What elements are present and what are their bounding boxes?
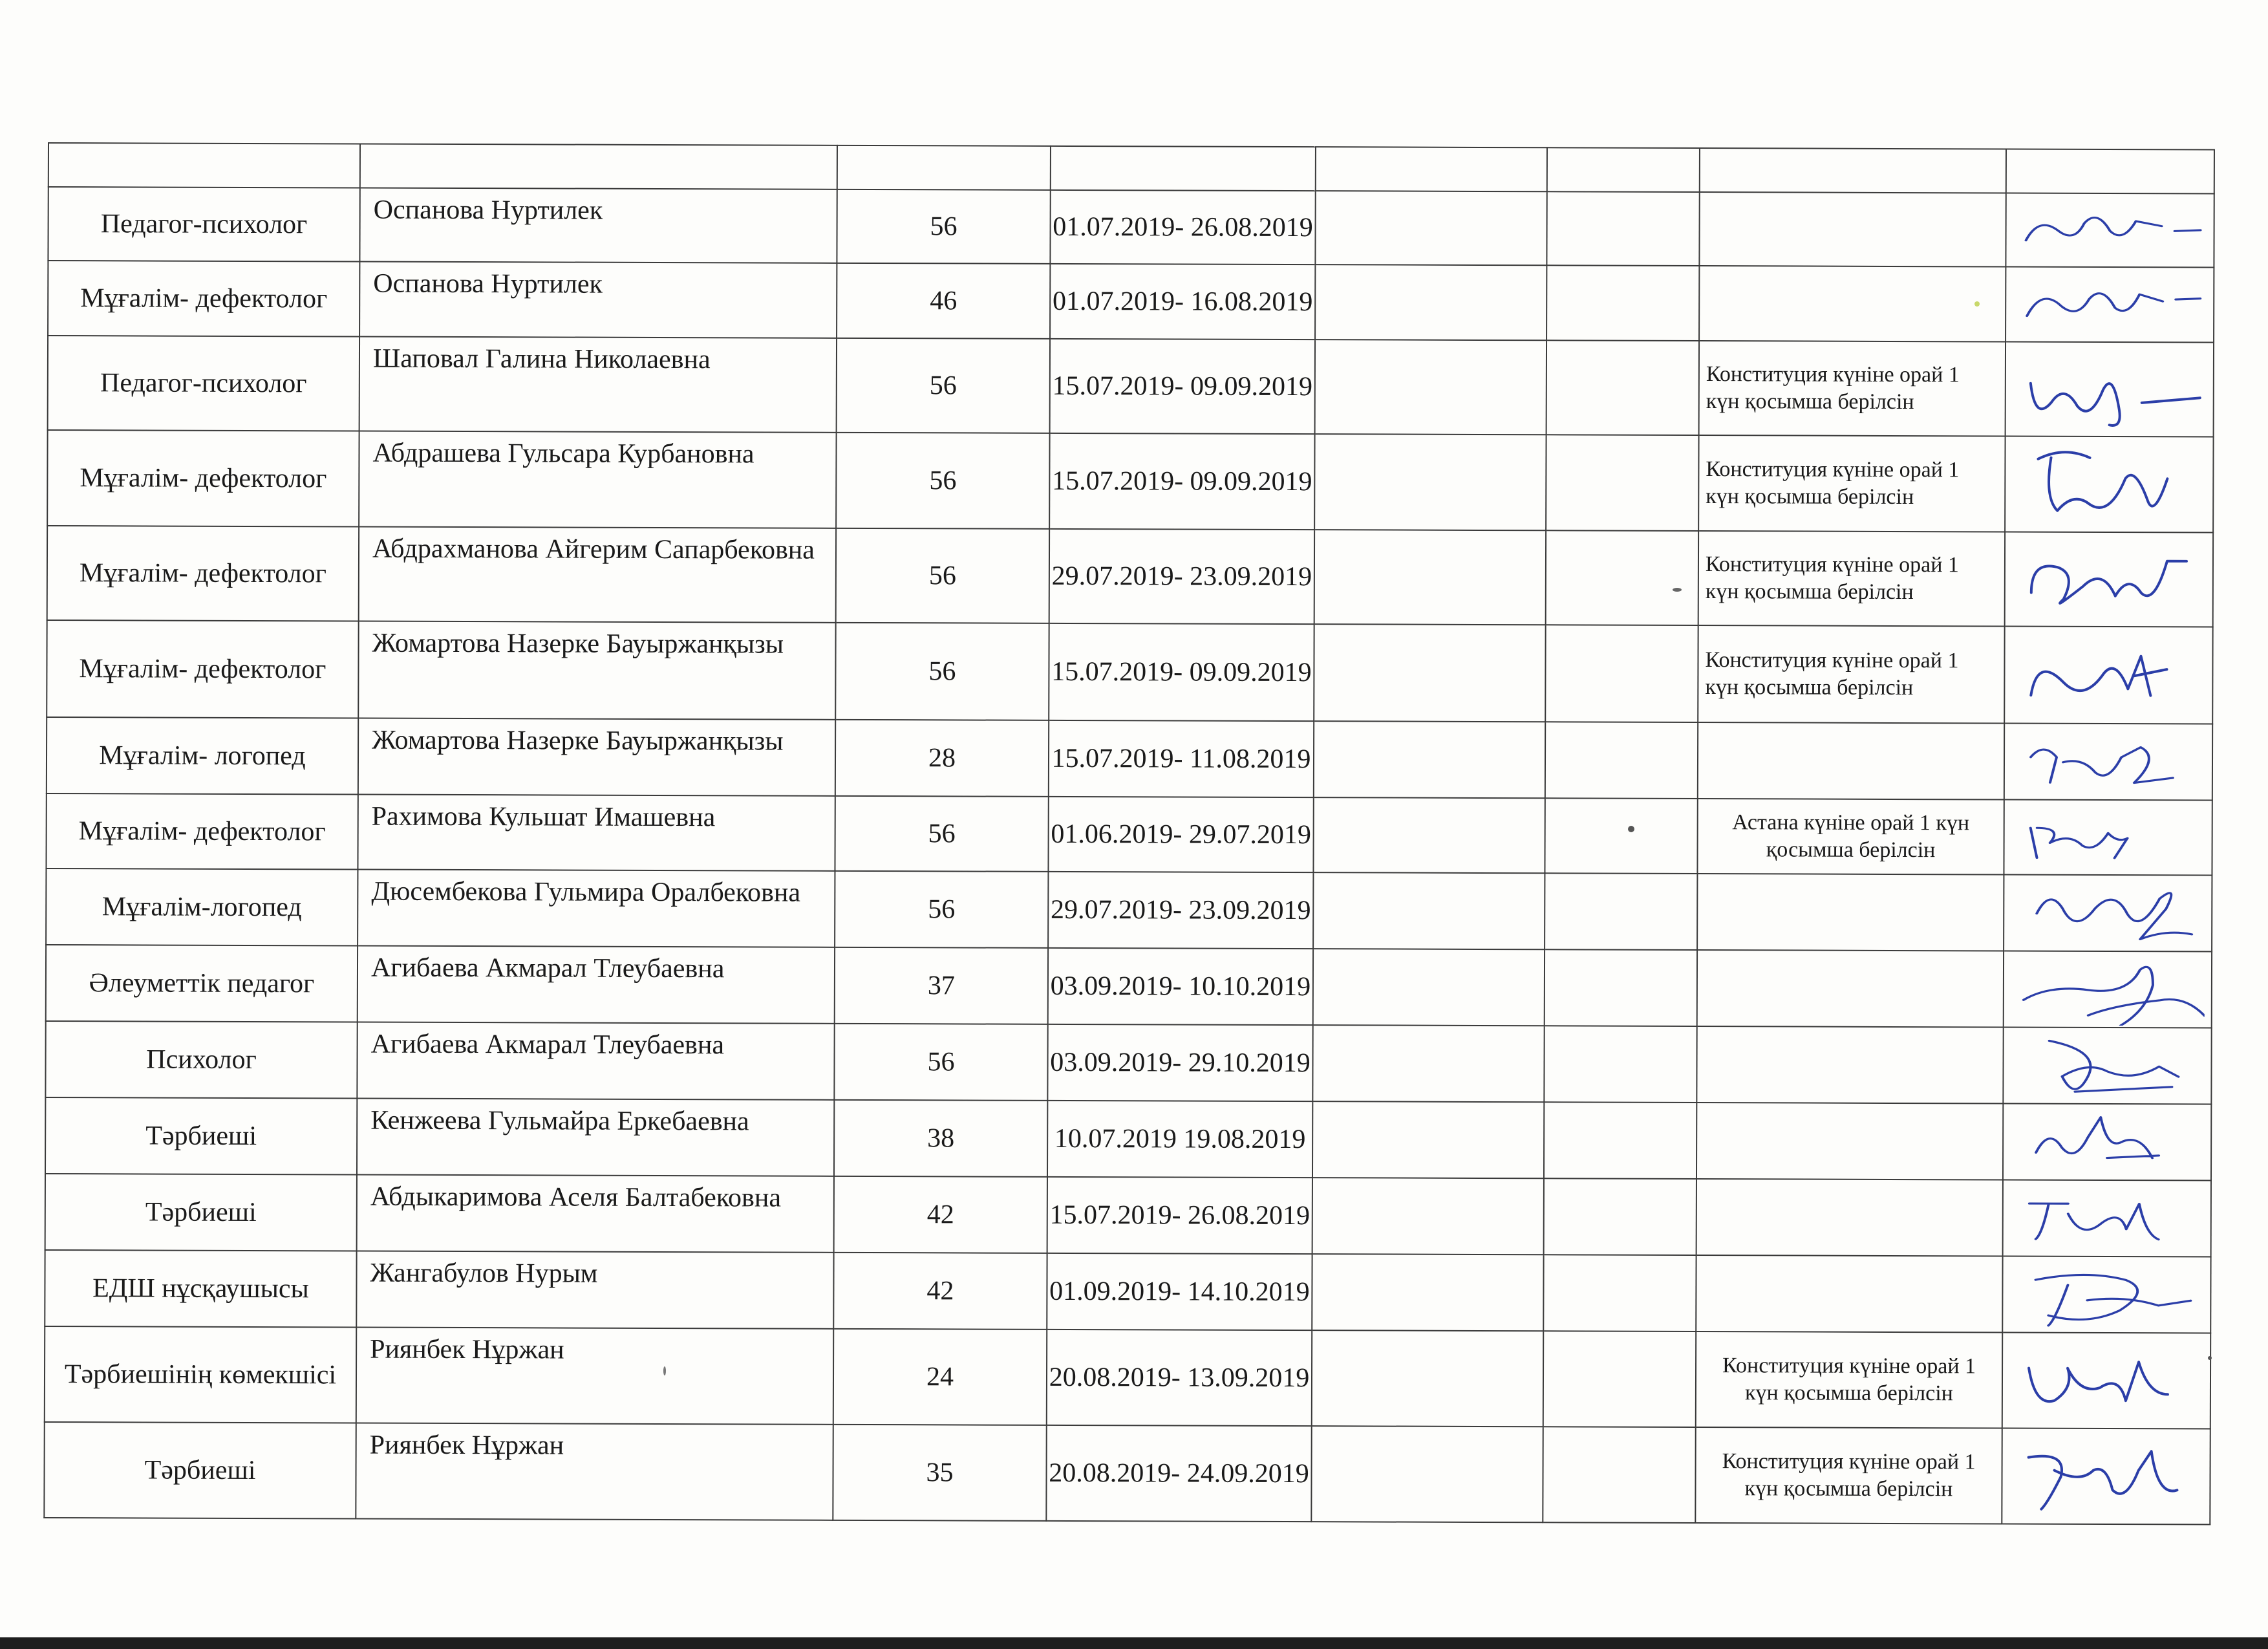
vacation-days-cell: 38	[834, 1100, 1047, 1177]
vacation-period-cell: 15.07.2019- 09.09.2019	[1050, 339, 1315, 434]
employee-name-cell: Оспанова Нуртилек	[359, 262, 837, 338]
vacation-period-cell: 15.07.2019- 09.09.2019	[1049, 433, 1314, 530]
employee-name-cell: Дюсембекова Гульмира Оралбековна	[358, 870, 835, 947]
vacation-period-cell: 15.07.2019- 26.08.2019	[1047, 1177, 1312, 1254]
employee-name-cell: Кенжеева Гульмайра Еркебаевна	[357, 1099, 834, 1176]
employee-name-cell: Агибаева Акмарал Тлеубаевна	[357, 1022, 834, 1100]
vacation-period-cell: 29.07.2019- 23.09.2019	[1048, 872, 1313, 949]
note-cell: Конституция күніне орай 1 күн қосымша берілсін	[1698, 531, 2005, 626]
employee-name-cell: Абдыкаримова Аселя Балтабековна	[357, 1175, 834, 1253]
speck	[2208, 1356, 2212, 1360]
employee-name-cell: Жомартова Назерке Бауыржанқызы	[358, 718, 835, 796]
note-cell: Астана күніне орай 1 күн қосымша берілсін	[1697, 799, 2004, 874]
vacation-days-cell: 56	[837, 189, 1050, 264]
position-cell: Мұғалім- дефектолог	[47, 526, 359, 621]
note-cell: Конституция күніне орай 1 күн қосымша берілсін	[1698, 625, 2004, 723]
vacation-days-cell: 56	[834, 1024, 1047, 1101]
note-cell: Конституция күніне орай 1 күн қосымша берілсін	[1699, 341, 2006, 436]
position-cell: Тәрбиеші	[45, 1097, 357, 1175]
position-cell: Мұғалім- дефектолог	[47, 430, 359, 527]
employee-name-cell: Жангабулов Нурым	[356, 1251, 833, 1329]
vacation-days-cell: 56	[835, 871, 1048, 948]
vacation-days-cell: 56	[837, 338, 1050, 433]
vacation-period-cell: 29.07.2019- 23.09.2019	[1049, 529, 1314, 624]
vacation-period-cell: 01.07.2019- 26.08.2019	[1050, 190, 1315, 264]
employee-name-cell: Шаповал Галина Николаевна	[359, 337, 837, 433]
vacation-period-cell: 20.08.2019- 13.09.2019	[1047, 1330, 1312, 1426]
position-cell: Мұғалім- дефектолог	[47, 620, 358, 718]
vacation-period-cell: 01.09.2019- 14.10.2019	[1047, 1253, 1312, 1330]
position-cell: Мұғалім- дефектолог	[46, 793, 358, 870]
employee-name-cell: Риянбек Нұржан	[356, 1328, 833, 1425]
vacation-days-cell: 56	[835, 623, 1049, 720]
vacation-days-cell: 28	[835, 720, 1049, 797]
position-cell: Тәрбиешінің көмекшісі	[45, 1326, 356, 1423]
employee-name-cell: Агибаева Акмарал Тлеубаевна	[358, 946, 835, 1024]
employee-name-cell: Риянбек Нұржан	[356, 1423, 833, 1520]
vacation-period-cell: 03.09.2019- 29.10.2019	[1047, 1024, 1312, 1101]
vacation-days-cell: 56	[836, 433, 1049, 529]
vacation-period-cell: 03.09.2019- 10.10.2019	[1048, 948, 1313, 1025]
vacation-days-cell: 42	[834, 1176, 1047, 1253]
vacation-days-cell: 46	[837, 263, 1050, 339]
speck	[1974, 301, 1980, 307]
vacation-days-cell: 42	[833, 1253, 1047, 1330]
vacation-period-cell: 20.08.2019- 24.09.2019	[1046, 1425, 1311, 1522]
vacation-days-cell: 35	[833, 1425, 1046, 1521]
speck	[1673, 588, 1682, 592]
position-cell: ЕДШ нұсқаушысы	[45, 1250, 356, 1328]
vacation-period-cell: 15.07.2019- 11.08.2019	[1049, 720, 1314, 797]
employee-name-cell: Абдрашева Гульсара Курбановна	[359, 431, 836, 528]
position-cell: Әлеуметтік педагог	[46, 945, 358, 1022]
speck	[663, 1366, 666, 1375]
position-cell: Педагог-психолог	[48, 336, 359, 431]
position-cell: Психолог	[45, 1021, 357, 1099]
vacation-days-cell: 24	[833, 1329, 1047, 1425]
note-cell: Конституция күніне орай 1 күн қосымша берілсін	[1696, 1331, 2002, 1428]
vacation-days-cell: 56	[836, 528, 1049, 623]
note-cell: Конституция күніне орай 1 күн қосымша берілсін	[1698, 435, 2005, 532]
position-cell: Мұғалім-логопед	[46, 868, 358, 946]
speck	[1628, 826, 1634, 832]
vacation-days-cell: 37	[835, 947, 1048, 1024]
vacation-period-cell: 10.07.2019 19.08.2019	[1047, 1101, 1312, 1178]
vacation-period-cell: 01.06.2019- 29.07.2019	[1048, 797, 1313, 872]
position-cell: Мұғалім- дефектолог	[48, 261, 359, 337]
employee-name-cell: Рахимова Кульшат Имашевна	[358, 795, 835, 871]
position-cell: Педагог-психолог	[48, 187, 359, 262]
employee-name-cell: Жомартова Назерке Бауыржанқызы	[358, 621, 835, 720]
employee-name-cell: Оспанова Нуртилек	[359, 188, 837, 263]
note-cell: Конституция күніне орай 1 күн қосымша берілсін	[1695, 1427, 2002, 1524]
employee-name-cell: Абдрахманова Айгерим Сапарбековна	[359, 527, 836, 623]
position-cell: Мұғалім- логопед	[47, 717, 358, 795]
position-cell: Тәрбиеші	[44, 1422, 356, 1519]
vacation-days-cell: 56	[835, 796, 1048, 872]
vacation-period-cell: 15.07.2019- 09.09.2019	[1049, 623, 1314, 721]
vacation-period-cell: 01.07.2019- 16.08.2019	[1050, 264, 1315, 339]
position-cell: Тәрбиеші	[45, 1174, 357, 1251]
